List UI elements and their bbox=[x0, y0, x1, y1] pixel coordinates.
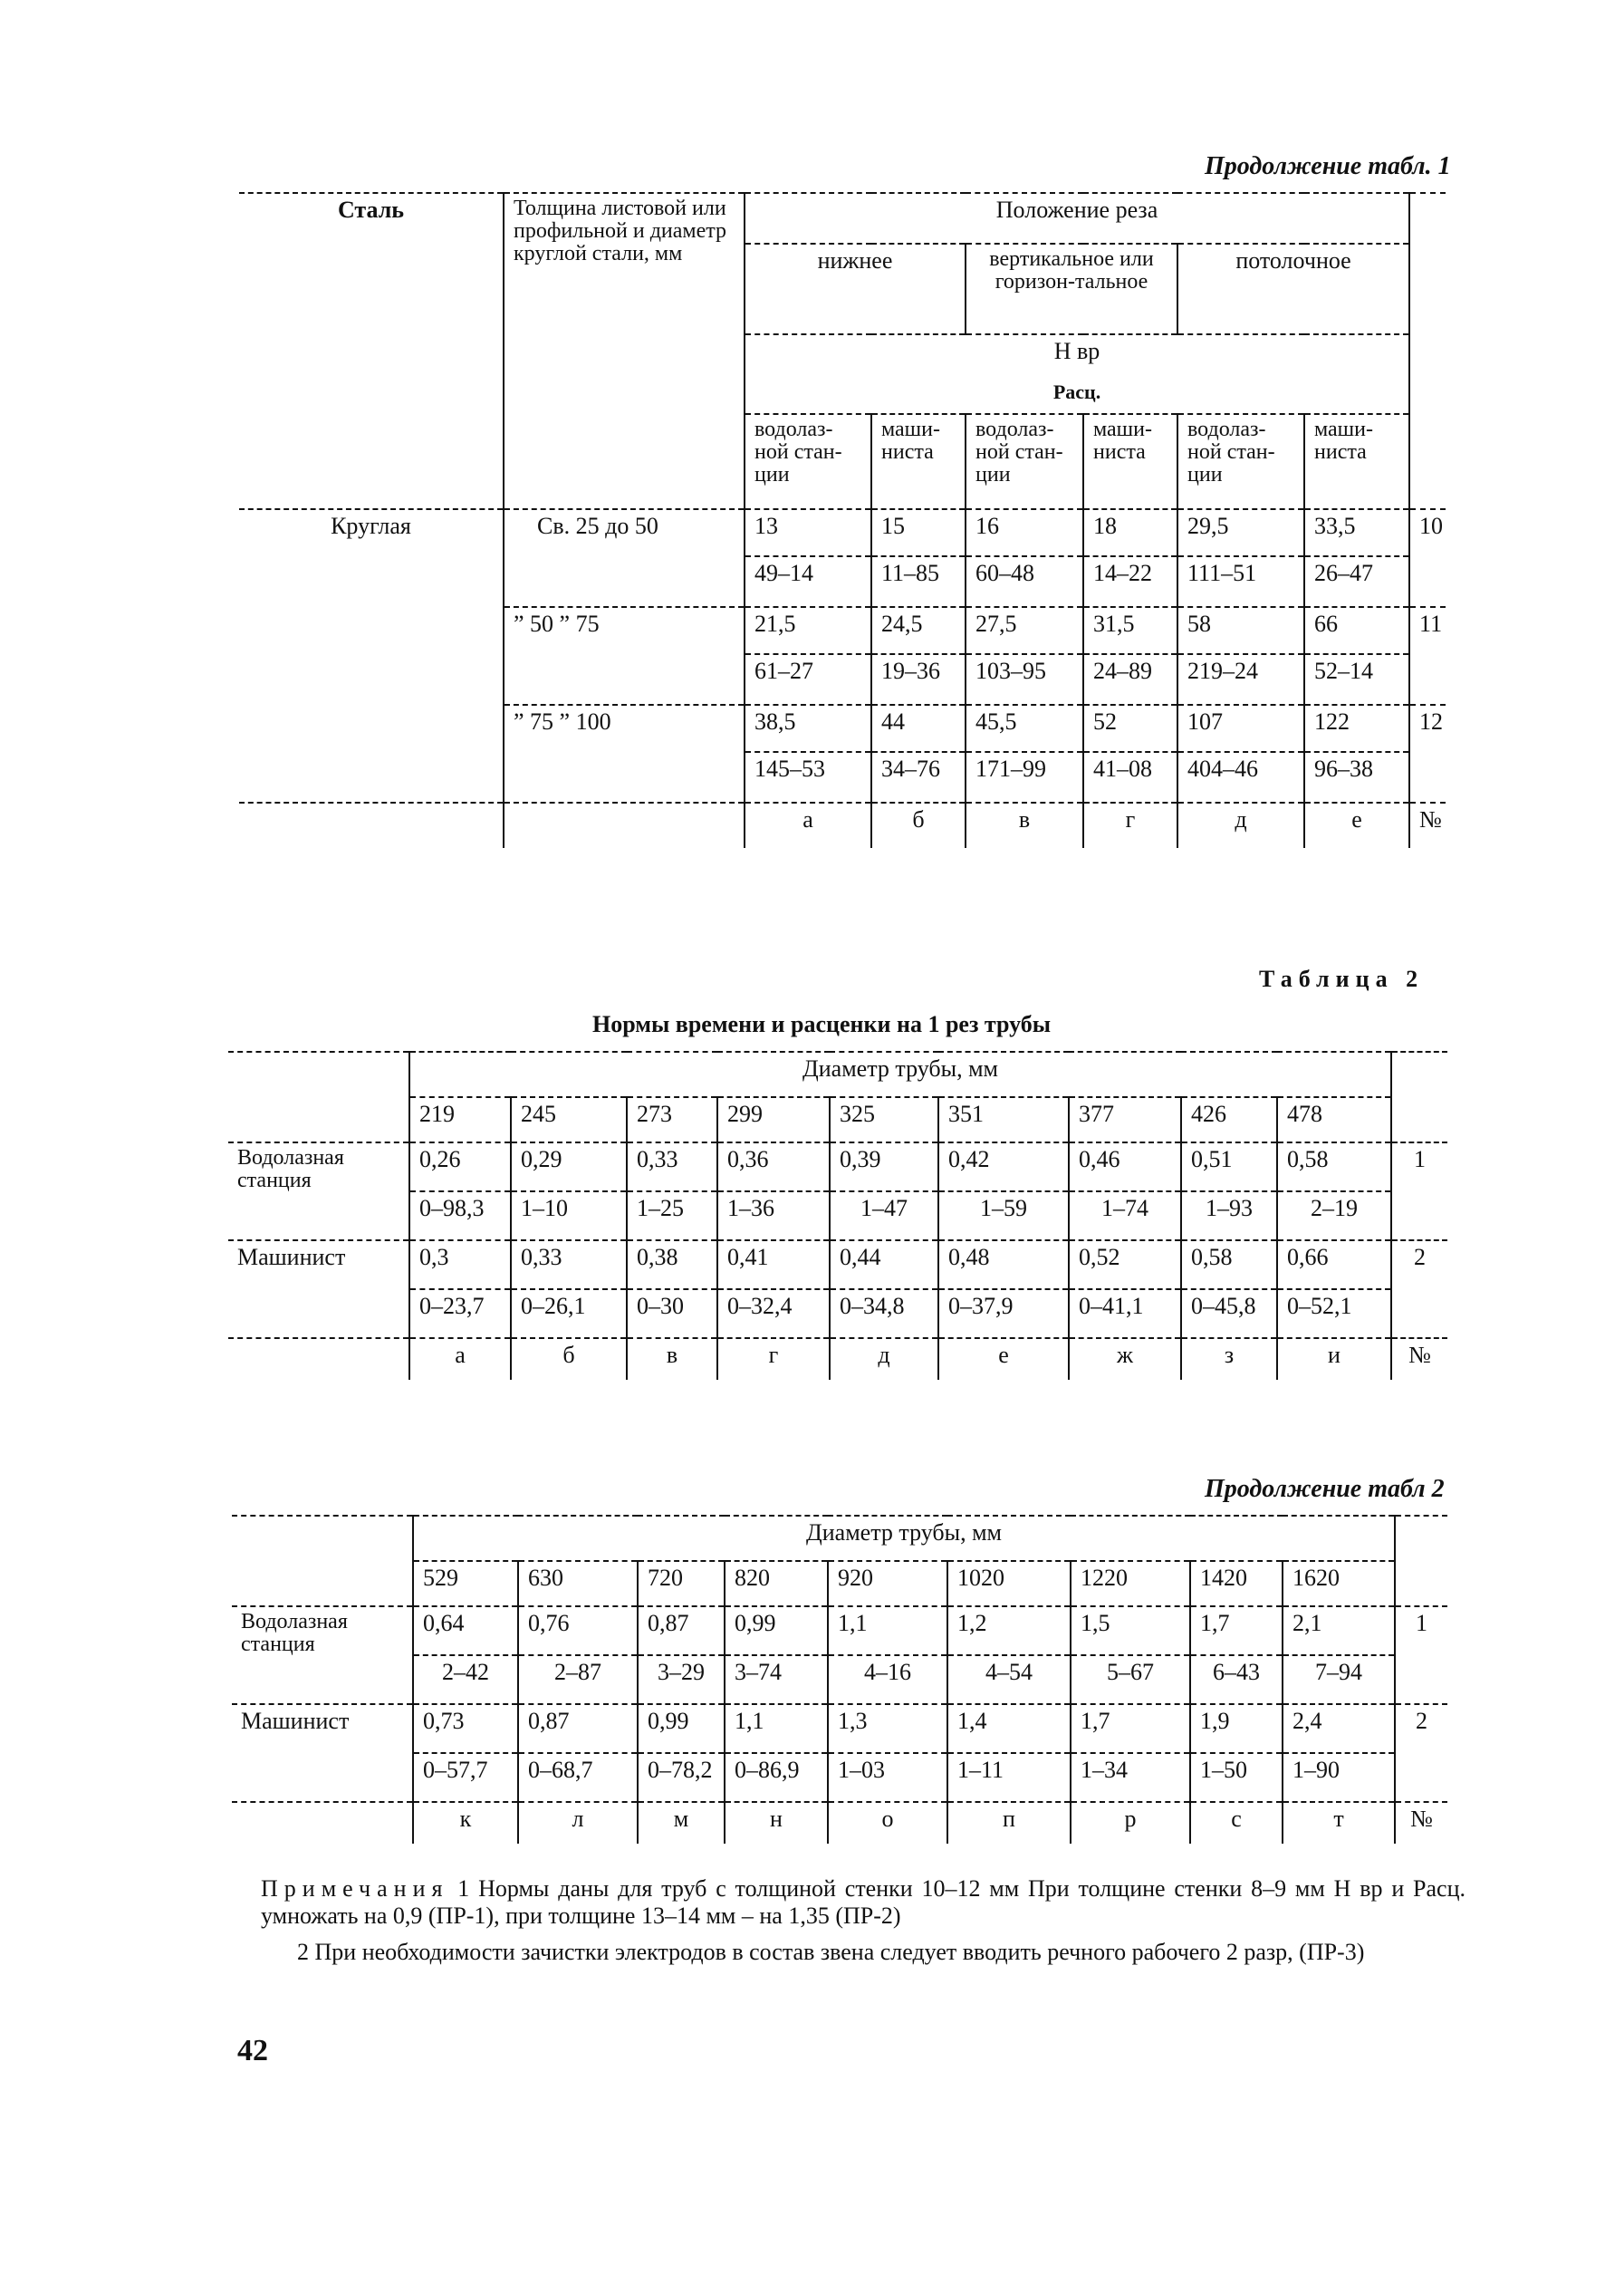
rasc-cell: 0–98,3 bbox=[409, 1191, 511, 1240]
nvr-cell: 38,5 bbox=[745, 705, 871, 752]
notes bbox=[261, 1875, 1465, 1930]
row-number: 2 bbox=[1395, 1704, 1447, 1802]
nvr-cell: 0,58 bbox=[1181, 1240, 1277, 1289]
column-letter: и bbox=[1277, 1338, 1391, 1380]
nvr-cell: 0,36 bbox=[717, 1142, 830, 1191]
nvr-cell: 1,7 bbox=[1071, 1704, 1190, 1753]
nvr-cell: 1,9 bbox=[1190, 1704, 1283, 1753]
header-steel: Сталь bbox=[239, 193, 504, 509]
rasc-cell: 2–19 bbox=[1277, 1191, 1391, 1240]
rasc-cell: 0–34,8 bbox=[830, 1289, 938, 1338]
rasc-cell: 1–90 bbox=[1283, 1753, 1395, 1802]
steel-type: Круглая bbox=[239, 509, 504, 607]
letter-empty bbox=[232, 1802, 413, 1844]
header-machinist: маши-ниста bbox=[1304, 414, 1409, 508]
nvr-cell: 2,1 bbox=[1283, 1606, 1395, 1655]
nvr-cell: 1,4 bbox=[947, 1704, 1071, 1753]
column-letter: о bbox=[828, 1802, 947, 1844]
size-range: ” 75 ” 100 bbox=[504, 705, 745, 803]
rasc-cell: 0–41,1 bbox=[1069, 1289, 1181, 1338]
nvr-cell: 107 bbox=[1177, 705, 1304, 752]
steel-empty bbox=[239, 607, 504, 705]
header-diver: водолаз-ной стан-ции bbox=[966, 414, 1083, 508]
column-letter: п bbox=[947, 1802, 1071, 1844]
nvr-cell: 0,33 bbox=[627, 1142, 717, 1191]
nvr-cell: 0,39 bbox=[830, 1142, 938, 1191]
rasc-cell: 0–52,1 bbox=[1277, 1289, 1391, 1338]
rasc-cell: 0–23,7 bbox=[409, 1289, 511, 1338]
nvr-cell: 0,26 bbox=[409, 1142, 511, 1191]
nvr-cell: 31,5 bbox=[1083, 607, 1177, 654]
rasc-cell: 0–68,7 bbox=[518, 1753, 638, 1802]
column-letter: к bbox=[413, 1802, 518, 1844]
size-range: Св. 25 до 50 bbox=[504, 509, 745, 607]
header-position: Положение реза bbox=[745, 193, 1409, 244]
rasc-cell: 1–11 bbox=[947, 1753, 1071, 1802]
rasc-cell: 1–25 bbox=[627, 1191, 717, 1240]
rasc-cell: 0–57,7 bbox=[413, 1753, 518, 1802]
header-thickness: Толщина листовой или профильной и диаметр круглой стали, мм bbox=[504, 193, 745, 509]
row-label: Машинист bbox=[228, 1240, 409, 1338]
rasc-cell: 96–38 bbox=[1304, 752, 1409, 803]
nvr-cell: 1,3 bbox=[828, 1704, 947, 1753]
nvr-cell: 58 bbox=[1177, 607, 1304, 654]
column-letter: н bbox=[725, 1802, 828, 1844]
rasc-cell: 0–78,2 bbox=[638, 1753, 725, 1802]
diameter-cell: 1620 bbox=[1283, 1561, 1395, 1606]
nvr-cell: 0,29 bbox=[511, 1142, 627, 1191]
row-number: 10 bbox=[1409, 509, 1446, 607]
diameter-cell: 1020 bbox=[947, 1561, 1071, 1606]
nvr-cell: 0,99 bbox=[638, 1704, 725, 1753]
column-letter: м bbox=[638, 1802, 725, 1844]
nvr-cell: 0,42 bbox=[938, 1142, 1069, 1191]
header-nvr bbox=[745, 334, 1409, 378]
rasc-cell: 11–85 bbox=[871, 556, 966, 607]
row-number: 11 bbox=[1409, 607, 1446, 705]
rasc-cell: 19–36 bbox=[871, 654, 966, 705]
corner-empty bbox=[228, 1052, 409, 1142]
rasc-cell: 2–42 bbox=[413, 1655, 518, 1704]
nvr-cell: 1,1 bbox=[725, 1704, 828, 1753]
nvr-cell: 66 bbox=[1304, 607, 1409, 654]
header-ceiling: потолочное bbox=[1177, 244, 1409, 334]
nvr-label: Н вр bbox=[1053, 338, 1100, 364]
rasc-cell: 1–59 bbox=[938, 1191, 1069, 1240]
nvr-cell: 0,48 bbox=[938, 1240, 1069, 1289]
nvr-cell: 0,64 bbox=[413, 1606, 518, 1655]
nvr-cell: 24,5 bbox=[871, 607, 966, 654]
column-letter: а bbox=[409, 1338, 511, 1380]
rasc-cell: 1–47 bbox=[830, 1191, 938, 1240]
table1 bbox=[239, 192, 1446, 848]
rasc-cell: 1–50 bbox=[1190, 1753, 1283, 1802]
nvr-cell: 1,7 bbox=[1190, 1606, 1283, 1655]
rasc-cell: 24–89 bbox=[1083, 654, 1177, 705]
rasc-cell: 0–32,4 bbox=[717, 1289, 830, 1338]
header-rasc: Расц. bbox=[745, 378, 1409, 414]
rasc-cell: 7–94 bbox=[1283, 1655, 1395, 1704]
diameter-cell: 325 bbox=[830, 1097, 938, 1142]
rasc-cell: 41–08 bbox=[1083, 752, 1177, 803]
diameter-cell: 299 bbox=[717, 1097, 830, 1142]
header-diver: водолаз-ной стан-ции bbox=[745, 414, 871, 508]
header-machinist: маши-ниста bbox=[1083, 414, 1177, 508]
rasc-cell: 1–10 bbox=[511, 1191, 627, 1240]
note-2: 2 При необходимости зачистки электродов в состав звена следует вводить речного рабочего 2 разр, (ПР-3) bbox=[297, 1939, 1365, 1965]
diameter-cell: 1220 bbox=[1071, 1561, 1190, 1606]
nvr-cell: 29,5 bbox=[1177, 509, 1304, 556]
nvr-cell: 2,4 bbox=[1283, 1704, 1395, 1753]
column-letter: в bbox=[966, 803, 1083, 848]
letter-empty bbox=[228, 1338, 409, 1380]
column-letter: г bbox=[1083, 803, 1177, 848]
column-letter: а bbox=[745, 803, 871, 848]
header-machinist: маши-ниста bbox=[871, 414, 966, 508]
rasc-cell: 404–46 bbox=[1177, 752, 1304, 803]
rasc-cell: 0–30 bbox=[627, 1289, 717, 1338]
rasc-cell: 26–47 bbox=[1304, 556, 1409, 607]
rasc-cell: 0–26,1 bbox=[511, 1289, 627, 1338]
column-letter: № bbox=[1409, 803, 1446, 848]
nvr-cell: 27,5 bbox=[966, 607, 1083, 654]
rasc-cell: 52–14 bbox=[1304, 654, 1409, 705]
column-letter: № bbox=[1391, 1338, 1447, 1380]
number-col-head bbox=[1395, 1516, 1447, 1606]
diameter-cell: 351 bbox=[938, 1097, 1069, 1142]
letter-empty bbox=[239, 803, 504, 848]
rasc-cell: 2–87 bbox=[518, 1655, 638, 1704]
rasc-cell: 0–45,8 bbox=[1181, 1289, 1277, 1338]
row-label: Водолазная станция bbox=[232, 1606, 413, 1704]
nvr-cell: 18 bbox=[1083, 509, 1177, 556]
rasc-cell: 171–99 bbox=[966, 752, 1083, 803]
column-letter: № bbox=[1395, 1802, 1447, 1844]
column-letter: е bbox=[1304, 803, 1409, 848]
row-label: Водолазная станция bbox=[228, 1142, 409, 1240]
nvr-cell: 45,5 bbox=[966, 705, 1083, 752]
rasc-cell: 1–34 bbox=[1071, 1753, 1190, 1802]
diameter-cell: 720 bbox=[638, 1561, 725, 1606]
nvr-cell: 0,33 bbox=[511, 1240, 627, 1289]
nvr-cell: 122 bbox=[1304, 705, 1409, 752]
rasc-cell: 1–93 bbox=[1181, 1191, 1277, 1240]
note-1: 1 Нормы даны для труб с толщиной стенки 10–12 мм При толщине стенки 8–9 мм Н вр и Расц. умножать на 0,9 (ПР-1), при толщине 13–14 мм – на 1,35 (ПР-2) bbox=[261, 1875, 1465, 1929]
column-letter: л bbox=[518, 1802, 638, 1844]
nvr-cell: 0,3 bbox=[409, 1240, 511, 1289]
letter-empty bbox=[504, 803, 745, 848]
nvr-cell: 13 bbox=[745, 509, 871, 556]
table2 bbox=[228, 1051, 1447, 1380]
column-letter: ж bbox=[1069, 1338, 1181, 1380]
rasc-cell: 3–29 bbox=[638, 1655, 725, 1704]
column-letter: е bbox=[938, 1338, 1069, 1380]
rasc-cell: 49–14 bbox=[745, 556, 871, 607]
rasc-cell: 1–36 bbox=[717, 1191, 830, 1240]
rasc-cell: 14–22 bbox=[1083, 556, 1177, 607]
rasc-cell: 5–67 bbox=[1071, 1655, 1190, 1704]
row-number: 12 bbox=[1409, 705, 1446, 803]
size-range: ” 50 ” 75 bbox=[504, 607, 745, 705]
nvr-cell: 33,5 bbox=[1304, 509, 1409, 556]
diameter-cell: 273 bbox=[627, 1097, 717, 1142]
table3-caption: Продолжение табл 2 bbox=[1205, 1475, 1445, 1503]
nvr-cell: 16 bbox=[966, 509, 1083, 556]
corner-empty bbox=[232, 1516, 413, 1606]
nvr-cell: 0,87 bbox=[638, 1606, 725, 1655]
rasc-cell: 3–74 bbox=[725, 1655, 828, 1704]
diameter-cell: 820 bbox=[725, 1561, 828, 1606]
column-letter: г bbox=[717, 1338, 830, 1380]
page-number: 42 bbox=[237, 2034, 268, 2067]
rasc-cell: 61–27 bbox=[745, 654, 871, 705]
row-number: 1 bbox=[1395, 1606, 1447, 1704]
rasc-cell: 4–54 bbox=[947, 1655, 1071, 1704]
rasc-cell: 0–37,9 bbox=[938, 1289, 1069, 1338]
nvr-cell: 1,1 bbox=[828, 1606, 947, 1655]
header-vertical: вертикальное или горизон-тальное bbox=[966, 244, 1177, 334]
rasc-cell: 1–74 bbox=[1069, 1191, 1181, 1240]
number-col-head bbox=[1409, 193, 1446, 509]
nvr-cell: 0,41 bbox=[717, 1240, 830, 1289]
column-letter: д bbox=[1177, 803, 1304, 848]
nvr-cell: 0,44 bbox=[830, 1240, 938, 1289]
nvr-cell: 21,5 bbox=[745, 607, 871, 654]
rasc-cell: 103–95 bbox=[966, 654, 1083, 705]
table1-caption: Продолжение табл. 1 bbox=[1205, 152, 1451, 180]
nvr-cell: 0,66 bbox=[1277, 1240, 1391, 1289]
row-number: 1 bbox=[1391, 1142, 1447, 1240]
diameter-cell: 478 bbox=[1277, 1097, 1391, 1142]
table3 bbox=[232, 1515, 1447, 1844]
rasc-cell: 60–48 bbox=[966, 556, 1083, 607]
nvr-cell: 0,46 bbox=[1069, 1142, 1181, 1191]
rasc-cell: 4–16 bbox=[828, 1655, 947, 1704]
column-letter: т bbox=[1283, 1802, 1395, 1844]
column-letter: в bbox=[627, 1338, 717, 1380]
rasc-cell: 1–03 bbox=[828, 1753, 947, 1802]
nvr-cell: 0,87 bbox=[518, 1704, 638, 1753]
diameter-cell: 377 bbox=[1069, 1097, 1181, 1142]
row-label: Машинист bbox=[232, 1704, 413, 1802]
column-letter: р bbox=[1071, 1802, 1190, 1844]
nvr-cell: 44 bbox=[871, 705, 966, 752]
nvr-cell: 0,76 bbox=[518, 1606, 638, 1655]
diameter-cell: 1420 bbox=[1190, 1561, 1283, 1606]
rasc-cell: 111–51 bbox=[1177, 556, 1304, 607]
nvr-cell: 1,2 bbox=[947, 1606, 1071, 1655]
steel-empty bbox=[239, 705, 504, 803]
diameter-cell: 426 bbox=[1181, 1097, 1277, 1142]
nvr-cell: 15 bbox=[871, 509, 966, 556]
header-diver: водолаз-ной стан-ции bbox=[1177, 414, 1304, 508]
nvr-cell: 0,51 bbox=[1181, 1142, 1277, 1191]
row-number: 2 bbox=[1391, 1240, 1447, 1338]
rasc-cell: 6–43 bbox=[1190, 1655, 1283, 1704]
nvr-cell: 0,73 bbox=[413, 1704, 518, 1753]
nvr-cell: 1,5 bbox=[1071, 1606, 1190, 1655]
header-diameter: Диаметр трубы, мм bbox=[413, 1516, 1395, 1561]
column-letter: з bbox=[1181, 1338, 1277, 1380]
header-diameter: Диаметр трубы, мм bbox=[409, 1052, 1391, 1097]
note-2-block bbox=[261, 1939, 1465, 1966]
column-letter: б bbox=[871, 803, 966, 848]
nvr-cell: 0,38 bbox=[627, 1240, 717, 1289]
table2-label: Таблица 2 bbox=[1259, 966, 1425, 992]
rasc-cell: 145–53 bbox=[745, 752, 871, 803]
diameter-cell: 920 bbox=[828, 1561, 947, 1606]
diameter-cell: 630 bbox=[518, 1561, 638, 1606]
column-letter: с bbox=[1190, 1802, 1283, 1844]
diameter-cell: 245 bbox=[511, 1097, 627, 1142]
column-letter: б bbox=[511, 1338, 627, 1380]
nvr-cell: 0,52 bbox=[1069, 1240, 1181, 1289]
nvr-cell: 0,58 bbox=[1277, 1142, 1391, 1191]
header-lower: нижнее bbox=[745, 244, 966, 334]
rasc-cell: 219–24 bbox=[1177, 654, 1304, 705]
notes-label: Примечания bbox=[261, 1875, 449, 1902]
rasc-cell: 0–86,9 bbox=[725, 1753, 828, 1802]
column-letter: д bbox=[830, 1338, 938, 1380]
table2-title: Нормы времени и расценки на 1 рез трубы bbox=[592, 1011, 1052, 1037]
diameter-cell: 219 bbox=[409, 1097, 511, 1142]
nvr-cell: 0,99 bbox=[725, 1606, 828, 1655]
number-col-head bbox=[1391, 1052, 1447, 1142]
nvr-cell: 52 bbox=[1083, 705, 1177, 752]
rasc-cell: 34–76 bbox=[871, 752, 966, 803]
diameter-cell: 529 bbox=[413, 1561, 518, 1606]
